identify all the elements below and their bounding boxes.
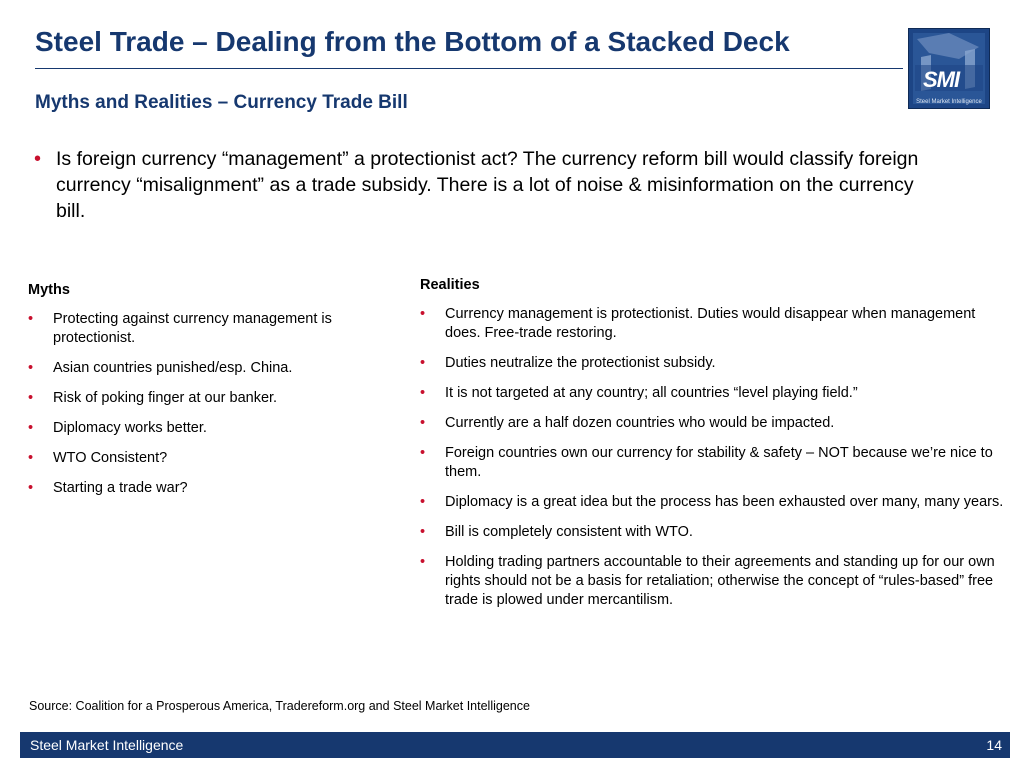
list-item: • Currency management is protectionist. Duties would disappear when management does. Free-trade restoring. [420, 306, 976, 341]
bullet-icon: • [420, 554, 426, 570]
list-item: • Currently are a half dozen countries who would be impacted. [420, 415, 835, 431]
list-item: • Holding trading partners accountable to their agreements and standing up for our own rights should not be a basis for retaliation; otherwise the concept of “rules-based” free trade is plowed under mercantilism. [420, 554, 995, 608]
bullet-icon: • [28, 311, 34, 327]
list-item: • Diplomacy works better. [28, 420, 207, 436]
bullet-icon: • [420, 524, 426, 540]
bullet-icon: • [34, 148, 42, 170]
list-item: • Protecting against currency management is protectionist. [28, 311, 332, 346]
bullet-icon: • [420, 494, 426, 510]
source-citation: Source: Coalition for a Prosperous America, Tradereform.org and Steel Market Intelligence [29, 699, 530, 713]
logo-mark: SMI [923, 67, 960, 92]
bullet-icon: • [420, 385, 426, 401]
bullet-icon: • [420, 415, 426, 431]
list-item: • Duties neutralize the protectionist subsidy. [420, 355, 716, 371]
realities-list [420, 305, 1010, 610]
intro-paragraph [34, 146, 934, 224]
bullet-icon: • [28, 420, 34, 436]
intro-text: Is foreign currency “management” a protectionist act? The currency reform bill would classify foreign currency “misalignment” as a trade subsidy. There is a lot of noise & misinformation on the currency bill. [56, 148, 919, 222]
list-item: • Starting a trade war? [28, 480, 188, 496]
list-item: • Asian countries punished/esp. China. [28, 360, 293, 376]
bullet-icon: • [28, 480, 34, 496]
bullet-icon: • [420, 445, 426, 461]
bullet-icon: • [420, 306, 426, 322]
bullet-icon: • [28, 390, 34, 406]
realities-column [420, 277, 1010, 621]
bullet-icon: • [28, 450, 34, 466]
page-number: 14 [986, 737, 1002, 753]
myths-column [28, 282, 398, 509]
list-item: • Risk of poking finger at our banker. [28, 390, 278, 406]
slide-subtitle: Myths and Realities – Currency Trade Bill [35, 92, 408, 113]
list-item: • WTO Consistent? [28, 450, 168, 466]
footer-bar [20, 732, 1010, 758]
footer-brand: Steel Market Intelligence [30, 737, 184, 753]
smi-logo [908, 28, 990, 109]
list-item: • It is not targeted at any country; all countries “level playing field.” [420, 385, 858, 401]
bullet-icon: • [420, 355, 426, 371]
myths-heading: Myths [28, 282, 70, 298]
bullet-icon: • [28, 360, 34, 376]
myths-list [28, 310, 398, 498]
list-item: • Bill is completely consistent with WTO. [420, 524, 693, 540]
slide-title: Steel Trade – Dealing from the Bottom of a Stacked Deck [35, 26, 790, 57]
logo-tagline: Steel Market Intelligence [916, 99, 982, 105]
list-item: • Foreign countries own our currency for stability & safety – NOT because we’re nice to them. [420, 445, 993, 480]
list-item: • Diplomacy is a great idea but the process has been exhausted over many, many years. [420, 494, 1004, 510]
realities-heading: Realities [420, 277, 480, 293]
title-divider [35, 68, 903, 69]
